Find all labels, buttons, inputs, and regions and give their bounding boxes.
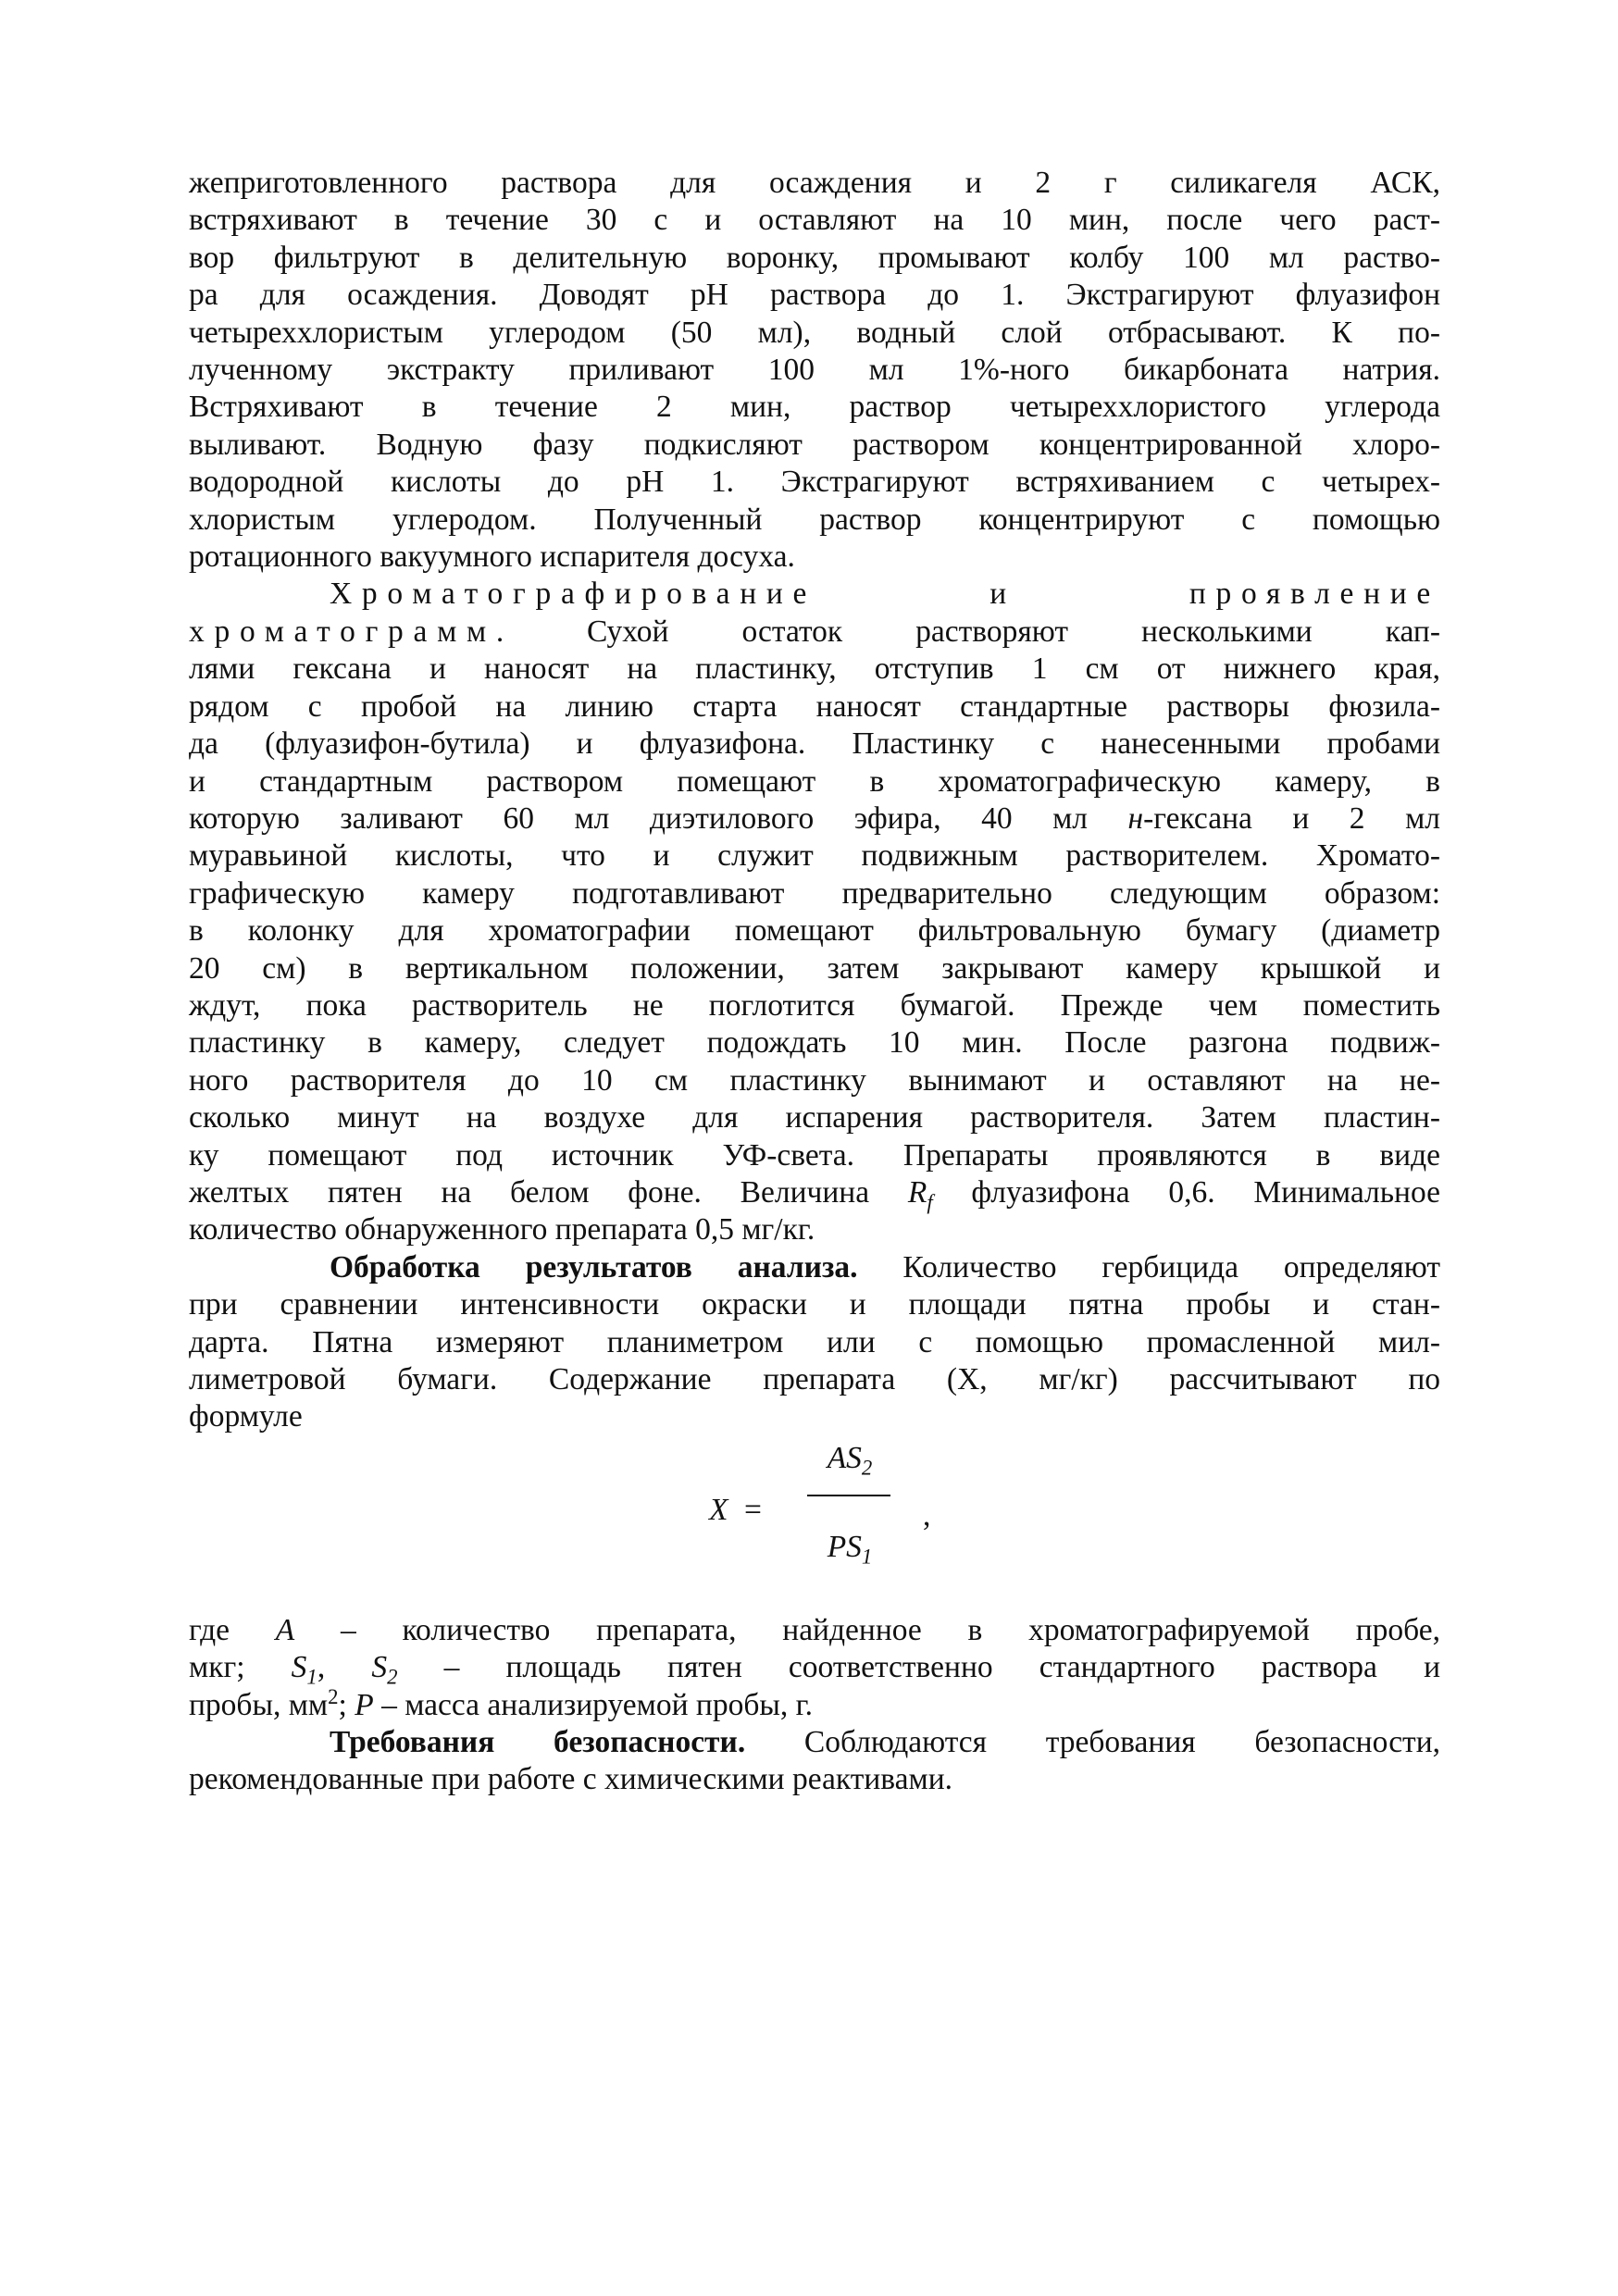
denominator-subscript: 1 xyxy=(861,1545,873,1569)
text-line-part: Соблюдаются требования безопасности, xyxy=(803,1725,1441,1760)
text-line xyxy=(189,614,1440,651)
fraction-bar xyxy=(807,1495,890,1496)
text-part: мкг; xyxy=(189,1650,245,1685)
numerator-text: AS xyxy=(827,1440,862,1475)
text-line: количество обнаруженного препарата 0,5 мг/кг. xyxy=(189,1212,815,1247)
denominator-text: PS xyxy=(827,1529,862,1564)
numerator-subscript: 2 xyxy=(861,1456,873,1480)
text-line-part: Сухой остаток растворяют несколькими кап- xyxy=(587,614,1440,649)
text-line xyxy=(189,1724,1440,1761)
text-part: где xyxy=(189,1612,230,1647)
text-line: встряхивают в течение 30 с и оставляют на 10 мин, после чего раст- xyxy=(189,203,1440,238)
variable-a: A xyxy=(275,1612,295,1647)
text-line: и стандартным раствором помещают в хроматографическую камеру, в xyxy=(189,763,1440,799)
text-line: вор фильтруют в делительную воронку, промывают колбу 100 мл раство- xyxy=(189,240,1440,275)
variable-s1: $S_1$ xyxy=(291,1650,317,1689)
text-line: при сравнении интенсивности окраски и площади пятна пробы и стан- xyxy=(189,1287,1440,1322)
text-line: да (флуазифон-бутила) и флуазифона. Пластинку с нанесенными пробами xyxy=(189,726,1440,762)
formula-lhs: X xyxy=(709,1492,728,1527)
text-line: четыреххлористым углеродом (50 мл), водный слой отбрасывают. К по- xyxy=(189,315,1440,350)
paragraph-safety xyxy=(189,1724,1440,1799)
text-line: выливают. Водную фазу подкисляют раствором концентрированной хлоро- xyxy=(189,427,1440,462)
text-line: хлористым углеродом. Полученный раствор концентрируют с помощью xyxy=(189,502,1440,537)
text-line: лученному экстракту приливают 100 мл 1%-ного бикарбоната натрия. xyxy=(189,353,1440,388)
text-line xyxy=(189,1649,1440,1689)
section-heading: Хроматографирование и проявление xyxy=(330,577,1440,612)
paragraph-chromatography xyxy=(189,576,1440,1248)
text-line: рекомендованные при работе с химическими реактивами. xyxy=(189,1762,953,1797)
text-line: формуле xyxy=(189,1399,303,1434)
text-line: жеприготовленного раствора для осаждения и 2 г силикагеля АСК, xyxy=(189,166,1440,200)
text-line: лиметровой бумаги. Содержание препарата (X, мг/кг) рассчитывают по xyxy=(189,1362,1440,1396)
formula-equals: = xyxy=(744,1492,762,1527)
text-line: лями гексана и наносят на пластинку, отступив 1 см от нижнего края, xyxy=(189,652,1440,687)
variable-s2: $S_2$ xyxy=(371,1650,398,1689)
text-line: сколько минут на воздухе для испарения растворителя. Затем пластин- xyxy=(189,1100,1440,1136)
text-line: муравьиной кислоты, что и служит подвижным растворителем. Хромато- xyxy=(189,838,1440,874)
variable-p: P xyxy=(355,1687,374,1722)
formula-comma: , xyxy=(923,1497,931,1533)
text-line: ра для осаждения. Доводят pH раствора до 1. Экстрагируют флуазифон xyxy=(189,278,1440,313)
section-heading: Требования безопасности. xyxy=(330,1725,746,1760)
text-line xyxy=(189,1684,1440,1724)
formula-numerator xyxy=(805,1440,894,1480)
superscript: 2 xyxy=(328,1684,339,1708)
formula-denominator xyxy=(805,1529,894,1569)
text-line: графическую камеру подготавливают предварительно следующим образом: xyxy=(189,875,1440,911)
text-line xyxy=(189,1612,1440,1649)
formula xyxy=(189,1436,1440,1612)
text-line: ку помещают под источник УФ-света. Препараты проявляются в виде xyxy=(189,1137,1440,1173)
section-heading: Обработка результатов анализа. xyxy=(330,1249,858,1285)
text-part: пробы, мм xyxy=(189,1687,329,1722)
text-line: рядом с пробой на линию старта наносят стандартные растворы фюзила- xyxy=(189,689,1440,724)
text-line: ротационного вакуумного испарителя досуха. xyxy=(189,540,795,575)
text-line: Встряхивают в течение 2 мин, раствор четыреххлористого углерода xyxy=(189,390,1440,425)
paragraph-extraction xyxy=(189,165,1440,576)
text-line: желтых пятен на белом фоне. Величина $R_f$ флуазифона 0,6. Минимальное xyxy=(189,1174,1440,1214)
text-part: – площадь пятен соответственно стандартного раствора и xyxy=(443,1650,1440,1685)
section-heading-cont: хроматограмм. xyxy=(189,614,515,649)
text-line: ного растворителя до 10 см пластинку вынимают и оставляют на не- xyxy=(189,1062,1440,1098)
text-line: водородной кислоты до pH 1. Экстрагируют встряхиванием с четырех- xyxy=(189,465,1440,500)
text-part: – количество препарата, найденное в хроматографируемой пробе, xyxy=(340,1612,1440,1647)
text-part: , xyxy=(317,1650,326,1685)
text-line: ждут, пока растворитель не поглотится бумагой. Прежде чем поместить xyxy=(189,987,1440,1023)
text-line xyxy=(189,1249,1440,1286)
text-line-part: Количество гербицида определяют xyxy=(902,1249,1440,1285)
paragraph-results xyxy=(189,1249,1440,1436)
text-line: 20 см) в вертикальном положении, затем закрывают камеру крышкой и xyxy=(189,950,1440,986)
text-line: пластинку в камеру, следует подождать 10 мин. После разгона подвиж- xyxy=(189,1025,1440,1061)
text-part: – масса анализируемой пробы, г. xyxy=(381,1687,813,1722)
text-line: в колонку для хроматографии помещают фильтровальную бумагу (диаметр xyxy=(189,913,1440,949)
body-text xyxy=(189,165,1440,1799)
text-part: ; xyxy=(338,1687,347,1722)
paragraph-where xyxy=(189,1612,1440,1724)
text-line: которую заливают 60 мл диэтилового эфира, 40 мл н-гексана и 2 мл xyxy=(189,800,1440,836)
text-line: дарта. Пятна измеряют планиметром или с помощью промасленной мил- xyxy=(189,1324,1440,1359)
